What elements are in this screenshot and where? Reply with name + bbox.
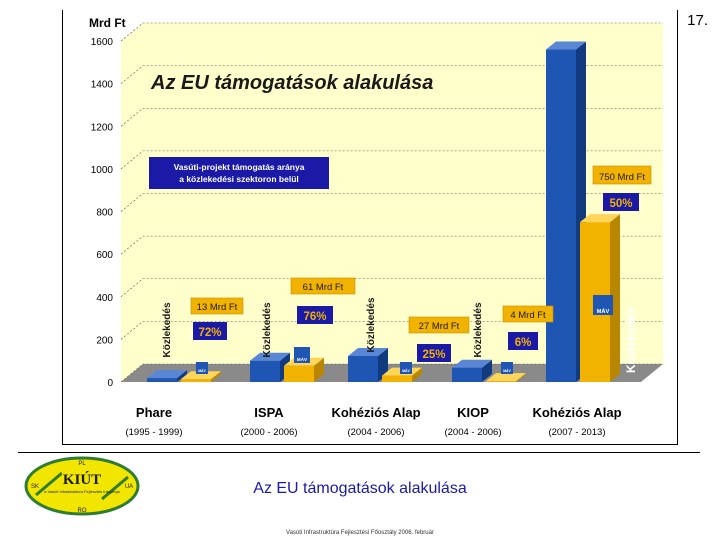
amount-label: 61 Mrd Ft [302,282,344,293]
y-tick-label: 0 [107,378,113,389]
bar-text: Közlekedés [162,302,173,358]
category-label: KIOP [457,405,489,420]
mav-badge-text: MÁV [402,369,410,373]
y-tick-label: 1600 [90,37,113,48]
logo-corner-ua: UA [124,484,134,490]
period-label: (2007 - 2013) [548,427,606,438]
y-tick-label: 1200 [90,122,113,134]
share-label: 6% [514,337,532,349]
logo-corner-sk: SK [30,484,40,490]
share-label: 72% [198,327,222,339]
category-label: Kohéziós Alap [532,405,622,420]
total-bar [348,356,378,382]
y-tick-label: 1400 [90,79,113,91]
legend-note-text: a közlekedési szektoron belül [179,174,299,184]
chart-frame [62,10,678,445]
logo-subtitle: a Vasúti Infrastruktúra Fejlesztés Irányítója [44,489,120,494]
rail-bar [181,379,211,382]
total-bar [546,50,576,382]
amount-label: 750 Mrd Ft [599,172,645,183]
total-bar [452,368,482,382]
period-label: (2004 - 2006) [444,427,502,438]
chart-title: Az EU támogatások alakulása [151,72,434,94]
y-tick-label: 600 [96,250,113,262]
amount-label: 4 Mrd Ft [510,310,546,321]
bar-text: Közlekedés [262,302,273,358]
mav-badge-text: MÁV [596,309,610,315]
rail-bar [284,366,314,382]
amount-label-extra: 27 Mrd Ft [418,321,460,332]
legend-note-text: Vasúti-projekt támogatás aránya [173,162,305,172]
period-label: (1995 - 1999) [125,427,183,438]
mav-badge-text: MÁV [503,369,511,373]
y-tick-label: 1000 [90,164,113,176]
bar-text: Közlekedés [624,306,638,374]
bar-text: Közlekedés [473,302,484,358]
share-label: 76% [303,311,327,323]
y-tick-label: 800 [96,207,113,219]
total-bar [250,361,280,382]
mav-badge-text: MÁV [296,357,308,362]
mav-badge-text: MÁV [198,369,206,373]
share-label: 50% [609,198,633,210]
category-label: ISPA [254,405,284,420]
footer-title: Az EU támogatások alakulása [253,480,467,497]
category-label: Kohéziós Alap [331,405,421,420]
slide-number: 17. [687,12,708,29]
logo-name: KIÚT [62,472,102,488]
rail-bar [382,376,412,382]
share-label: 25% [422,349,446,361]
bar-chart [63,10,677,444]
footer-caption: Vasúti Infrastruktúra Fejlesztési Főosztály 2006. február [286,530,434,536]
y-axis-label: Mrd Ft [89,16,126,30]
total-bar [147,378,177,382]
bar-text: Közlekedés [366,297,377,353]
category-label: Phare [135,405,173,420]
rail-bar [486,381,516,382]
logo-corner-pl: PL [78,461,86,467]
period-label: (2000 - 2006) [240,427,298,438]
y-tick-label: 400 [96,292,113,304]
logo-corner-ro: RO [77,508,87,514]
y-tick-label: 200 [96,335,113,347]
period-label: (2004 - 2006) [347,427,405,438]
amount-label: 13 Mrd Ft [196,302,238,313]
footer-divider [18,452,700,453]
